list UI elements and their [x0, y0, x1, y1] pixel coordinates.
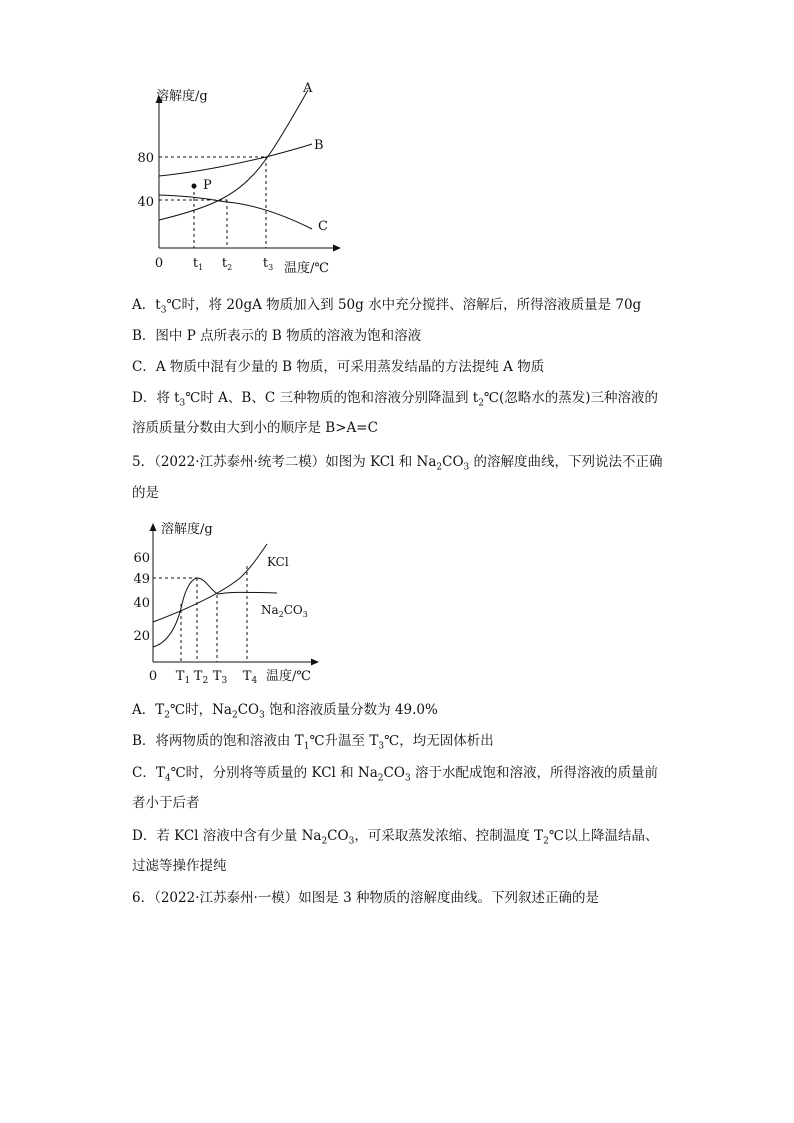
curve-kcl	[153, 544, 267, 622]
curve-na2co3-label: $Na_2CO_3$	[261, 603, 308, 619]
x-tick-t1: $T_1$	[175, 669, 191, 686]
y-tick-40: 40	[133, 596, 150, 611]
curve-kcl-label: KCl	[267, 555, 289, 569]
curve-na2co3	[153, 578, 277, 647]
q5-option-d-line2: 过滤等操作提纯	[132, 858, 227, 874]
q4-option-d-line1: D．将 $t_3℃$时 A、B、C 三种物质的饱和溶液分别降温到 $t_2℃$(忽略水的蒸发)三种溶液的	[132, 390, 659, 409]
q5-option-c-line1: C．$T_4℃$时，分别将等质量的 KCl 和 $Na_2CO_3$ 溶于水配成饱和溶液，所得溶液的质量前	[132, 765, 658, 784]
x-axis-arrow	[311, 659, 319, 666]
y-tick-20: 20	[133, 629, 150, 644]
q5-option-a: A．$T_2℃$时，$Na_2CO_3$ 饱和溶液质量分数为 49.0%	[132, 702, 438, 721]
curve-b	[159, 144, 312, 176]
q5-option-d-line1: D．若 KCl 溶液中含有少量 $Na_2CO_3$，可采取蒸发浓缩、控制温度 $T_2℃$以上降温结晶、	[132, 828, 659, 847]
solubility-chart-abc	[137, 78, 350, 278]
x-tick-t2: $t_2$	[221, 256, 233, 272]
q4-option-b: B．图中 P 点所表示的 B 物质的溶液为饱和溶液	[132, 328, 422, 344]
solubility-chart-abc-svg	[137, 78, 350, 278]
y-axis-label: 溶解度/g	[161, 522, 213, 537]
y-axis-label: 溶解度/g	[156, 89, 208, 104]
point-p	[192, 184, 197, 189]
curve-a-label: A	[303, 81, 313, 96]
y-tick-60: 60	[133, 551, 150, 566]
curve-c	[159, 195, 312, 229]
y-axis-arrow	[150, 523, 157, 531]
x-axis-label: 温度/℃	[284, 261, 329, 276]
q5-stem-line1: 5．（2022·江苏泰州·统考二模）如图为 KCl 和 $Na_2CO_3$ 的溶解度曲线，下列说法不正确	[132, 454, 663, 473]
y-tick-80: 80	[137, 151, 154, 166]
origin-label: 0	[148, 669, 158, 684]
x-tick-t2: $T_2$	[193, 669, 209, 686]
x-axis-arrow	[333, 245, 341, 252]
q4-option-d-line2: 溶质质量分数由大到小的顺序是 B>A=C	[132, 420, 378, 436]
point-p-label: P	[203, 178, 212, 193]
solubility-chart-kcl-na2co3	[130, 512, 330, 687]
x-axis-label: 温度/℃	[266, 669, 311, 684]
solubility-chart-kcl-na2co3-svg	[130, 512, 330, 687]
x-tick-t1: $t_1$	[192, 256, 204, 272]
curve-b-label: B	[314, 138, 324, 153]
x-tick-t3: $t_3$	[262, 256, 274, 272]
q5-option-b: B．将两物质的饱和溶液由 $T_1℃$升温至 $T_3℃$，均无固体析出	[132, 733, 494, 752]
q6-stem: 6．（2022·江苏泰州·一模）如图是 3 种物质的溶解度曲线。下列叙述正确的是	[132, 890, 599, 906]
y-tick-40: 40	[137, 195, 154, 210]
q4-option-c: C．A 物质中混有少量的 B 物质，可采用蒸发结晶的方法提纯 A 物质	[132, 359, 545, 375]
x-tick-t3: $T_3$	[212, 669, 228, 686]
q5-stem-line2: 的是	[132, 485, 159, 501]
x-tick-t4: $T_4$	[242, 669, 258, 686]
y-tick-49: 49	[133, 572, 150, 587]
curve-a	[159, 90, 308, 220]
origin-label: 0	[154, 256, 164, 271]
curve-c-label: C	[318, 219, 328, 234]
q4-option-a: A．$t_3℃$时，将 20gA 物质加入到 50g 水中充分搅拌、溶解后，所得溶液质量是 70g	[132, 297, 642, 316]
q5-option-c-line2: 者小于后者	[132, 795, 200, 811]
